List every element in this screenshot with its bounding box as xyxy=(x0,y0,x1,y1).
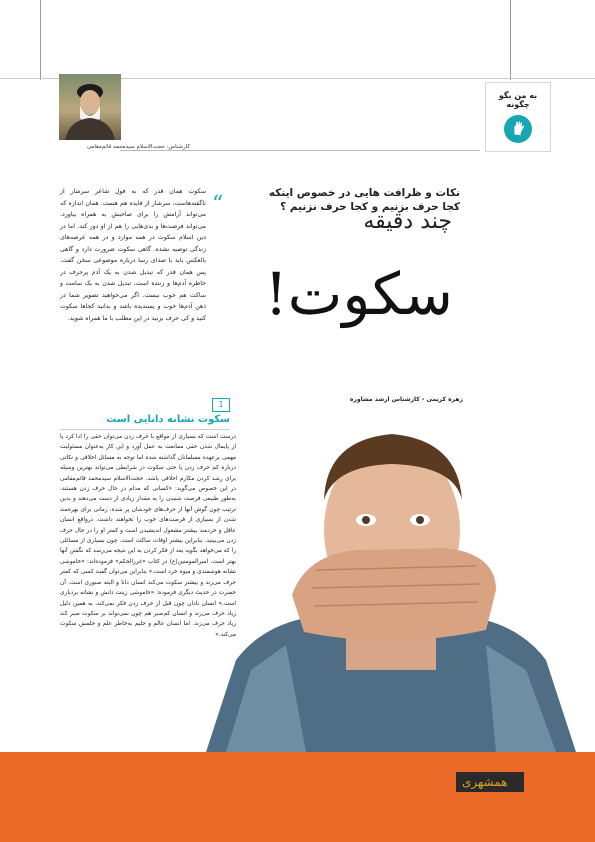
section-number: 1 xyxy=(212,398,230,412)
hand-icon xyxy=(504,115,532,143)
caption-divider xyxy=(120,150,480,151)
trim-mark-right xyxy=(510,0,511,80)
author-caption: کارشناس: حجت‌الاسلام سیدمحمد قائم‌مقامی xyxy=(86,144,190,150)
section-label: به من بگو چگونه xyxy=(498,91,538,109)
body-text: درست است که بسیاری از مواقع با حرف زدن می‌توان حقی را ادا کرد یا از پایمال شدن حقی ممانعت به عمل آورد و این کار به‌عنوان مسئولیت مهمی برعهده مسلمانان گذاشته شده اما توجه به مسائل اخلاقی و نکاتی درباره کم حرف زدن یا حتی سکوت در شرایطی می‌تواند بهترین وسیله برای رشد کردن مکارم اخلاقی باشد. حجت‌الاسلام سیدمحمد قائم‌مقامی در این خصوص می‌گوید: «کسانی که مدام در حال حرف زدن هستند، به‌طور طبیعی فرصت شنیدن را به مقدار زیادی از دست می‌دهند و بدین ترتیب چون گوش آنها از حرف‌های خودشان پر شده، زمانی برای بهره‌مند شدن از بسیاری از فرصت‌های خوب را نخواهند داشت. درواقع انسان عاقل و خردمند بیشتر مشغول اندیشیدن است و کمتر او را در حال حرف زدن می‌بینید. بنابراین بیشتر اوقات ساکت است. چون بسیاری از مسائلی را که می‌خواهد بگوید بعد از فکر کردن به این نتیجه می‌رسد که نگفتن آنها بهتر است. امیرالمومنین(ع) در کتاب «غررالحکم» فرموده‌اند: «خاموشی نشانه هوشمندی و میوه خرد است.» بنابراین می‌توان گفت کسی که کمتر حرف می‌زند و بیشتر سکوت می‌کند انسان دانا و البته صبوری است. آن حضرت در حدیث دیگری فرموده: «خاموشی زینت دانش و نشانه بردباری است.» انسان نادان چون قبل از حرف زدن فکر نمی‌کند، به همین دلیل زیاد حرف می‌زند و انسان کم‌صبر هم چون نمی‌تواند بر سکوت صبر کند زیاد حرف می‌زند. اما انسان عالم و حلیم به‌خاطر علم و حلمش سکوت می‌کند.» xyxy=(60,434,236,638)
quote-icon: “ xyxy=(212,192,224,217)
section-title: سکوت نشانه دانایی است xyxy=(106,414,230,425)
title-small: چند دقیقه xyxy=(363,209,452,234)
bottom-color-band xyxy=(0,752,595,842)
man-covering-mouth-photo xyxy=(196,420,582,752)
magazine-logo: همشهری xyxy=(462,775,508,789)
byline: زهره کریمی - کارشناس ارشد مشاوره xyxy=(349,396,463,403)
intro-paragraph: سکوت همان قدر که به قول شاعر سرشار از ناگفته‌هاست، سرشار از فایده هم هست. همان اندازه که می‌تواند آرامش را برای صاحبش به همراه بیاورد، می‌تواند فرصت‌ها و بدی‌هایی را هم از او دور کند. اما در دین اسلام سکوت در همه موارد و در همه عرصه‌های زندگی توصیه نشده. گاهی سکوت ضرورت دارد و گاهی بالعکس باید با صدای رسا درباره موضوعی سخن گفت. پس همان قدر که تبدیل شدن به یک آدم پرحرف در خاطره آدم‌ها و زننده است، تبدیل شدن به یک سامت و ساکت هم خوب نیست. اگر می‌خواهید تصویر شما در ذهن آدم‌ها خوب و پسندیده باشد و بدانید کجاها سکوت کنید و کی حرف بزنید در این مطلب با ما همراه شوید. xyxy=(60,188,206,322)
headline: نکات و ظرافت هایی در خصوص اینکه کجا حرف بزنیم و کجا حرف نزنیم ؟ xyxy=(268,187,460,213)
author-portrait xyxy=(59,74,121,140)
section-label-box xyxy=(485,82,551,152)
trim-mark-left xyxy=(40,0,41,80)
title-big: سکوت! xyxy=(264,260,453,328)
